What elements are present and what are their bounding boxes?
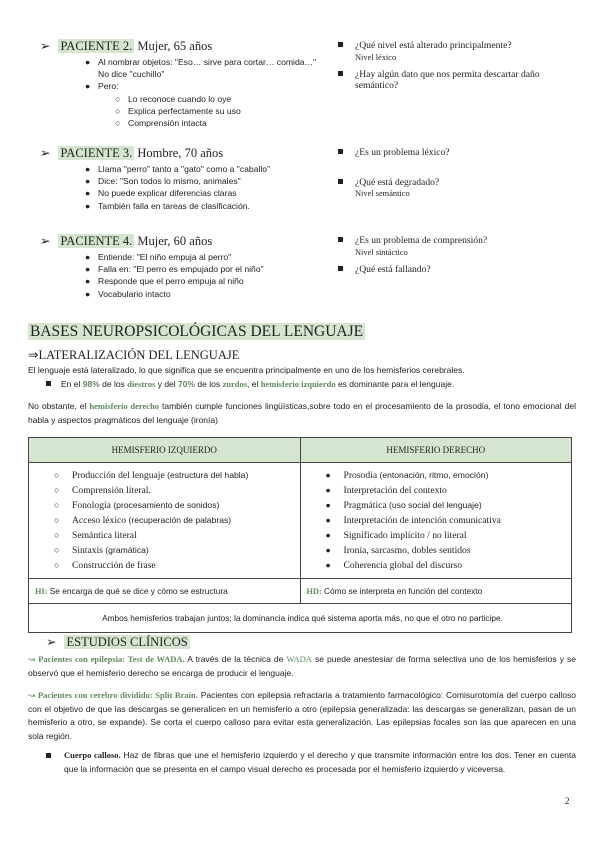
question-item: ¿Qué nivel está alterado principalmente? Nivel léxico: [355, 40, 580, 63]
bullet-icon: ●: [85, 57, 91, 67]
square-bullet-icon: [46, 753, 51, 758]
patient-label: PACIENTE 2.: [60, 39, 133, 53]
square-bullet-icon: [46, 381, 51, 386]
question-item: ¿Es un problema de comprensión? Nivel sintáctico: [355, 235, 580, 258]
lateralization-bullet: En el 98% de los diestros y del 70% de los zurdos, el hemisferio izquierdo es dominante para el lenguaje.: [46, 378, 576, 392]
bullet-icon: ●: [325, 560, 331, 570]
table-list-item: ● Significado implícito / no literal: [325, 530, 467, 541]
list-item: ● Dice: "Son todos lo mismo, animales": [85, 176, 241, 187]
circle-bullet-icon: ○: [115, 105, 121, 116]
bullet-icon: ●: [325, 470, 331, 480]
bullet-icon: ●: [325, 545, 331, 555]
square-bullet-icon: [338, 179, 343, 184]
circle-bullet-icon: ○: [54, 560, 60, 570]
list-item: ● Pero: ○ Lo reconoce cuando lo oye ○ Explica perfectamente su uso ○ Comprensión intacta: [98, 80, 318, 129]
table-list-item: ○ Comprensión literal.: [54, 485, 151, 496]
section-title: BASES NEUROPSICOLÓGICAS DEL LENGUAJE: [30, 323, 364, 340]
bullet-icon: ●: [325, 530, 331, 540]
square-bullet-icon: [338, 71, 343, 76]
hemisphere-table: [28, 437, 572, 633]
patient-block: [40, 38, 330, 129]
callosum-paragraph: Cuerpo calloso. Haz de fibras que une el hemisferio izquierdo y el derecho y que transmite información entre los dos. Tener en cuenta que la información que se presenta en el campo visual derecho es procesada por el hemisferio izquierdo y viceversa.: [64, 749, 576, 776]
list-item: ● Al nombrar objetos: "Eso… sirve para cortar… comida…" No dice "cuchillo": [85, 57, 317, 80]
lateralization-intro: El lenguaje está lateralizado, lo que significa que se encuentra principalmente en uno de los hemisferios cerebrales.: [28, 365, 465, 375]
patient-title: [40, 145, 330, 161]
circle-bullet-icon: ○: [115, 93, 121, 104]
question-answer: Nivel sintáctico: [355, 247, 408, 257]
list-item: ● Vocabulario intacto: [85, 288, 171, 299]
table-list-item: ● Interpretación de intención comunicativa: [325, 515, 501, 526]
list-item: ● Responde que el perro empuja al niño: [85, 276, 244, 287]
circle-bullet-icon: ○: [115, 118, 121, 129]
square-bullet-icon: [338, 237, 343, 242]
left-foot-cell: HI: Se encarga de qué se dice y cómo se estructura: [29, 579, 301, 604]
patient-desc: Mujer, 60 años: [134, 234, 213, 248]
table-list-item: ○ Producción del lenguaje (estructura del habla): [54, 470, 249, 481]
question-answer: Nivel semántico: [355, 189, 410, 198]
question-item: ¿Es un problema léxico?: [355, 147, 580, 159]
bullet-icon: ●: [85, 81, 91, 92]
page-number: 2: [565, 796, 570, 806]
bullet-icon: ●: [325, 485, 331, 495]
bullet-icon: ●: [325, 500, 331, 510]
right-foot-cell: HD: Cómo se interpreta en función del contexto: [300, 579, 572, 604]
table-list-item: ● Pragmática (uso social del lenguaje): [325, 500, 482, 511]
circle-bullet-icon: ○: [54, 470, 60, 480]
wave-icon: ↝: [28, 654, 36, 664]
circle-bullet-icon: ○: [54, 545, 60, 555]
studies-title: ➢ ESTUDIOS CLÍNICOS: [46, 635, 188, 649]
sub-list-item: ○ Comprensión intacta: [115, 118, 207, 129]
sub-list-item: ○ Lo reconoce cuando lo oye: [115, 93, 232, 104]
left-hemisphere-header: HEMISFERIO IZQUIERDO: [29, 438, 301, 463]
bullet-icon: ●: [85, 264, 91, 275]
lateralization-title: ⇒LATERALIZACIÓN DEL LENGUAJE: [28, 348, 240, 362]
question-item: ¿Qué está degradado? Nivel semántico: [355, 177, 580, 200]
table-list-item: ● Prosodia (entonación, ritmo, emoción): [325, 470, 489, 481]
table-list-item: ● Interpretación del contexto: [325, 485, 447, 496]
arrow-icon: ➢: [40, 146, 51, 160]
patient-block: [40, 233, 330, 300]
square-bullet-icon: [338, 149, 343, 154]
square-bullet-icon: [338, 42, 343, 47]
circle-bullet-icon: ○: [54, 500, 60, 510]
right-hemisphere-header: HEMISFERIO DERECHO: [300, 438, 572, 463]
table-bottom-note: Ambos hemisferios trabajan juntos; la dominancia indica qué sistema aporta más, no que el otro no participe.: [29, 604, 572, 633]
patient-label: PACIENTE 3.: [60, 146, 133, 160]
table-list-item: ○ Sintaxis (gramática): [54, 545, 149, 556]
table-list-item: ○ Construcción de frase: [54, 560, 156, 571]
left-hemisphere-cell: [29, 463, 301, 579]
list-item: ● Llama "perro" tanto a "gato" como a "caballo": [85, 164, 271, 174]
arrow-icon: ➢: [40, 234, 51, 248]
patient-desc: Hombre, 70 años: [134, 146, 224, 160]
bullet-icon: ●: [85, 176, 91, 187]
circle-bullet-icon: ○: [54, 515, 60, 525]
arrow-icon: ➢: [46, 635, 57, 649]
table-list-item: ● Ironía, sarcasmo, dobles sentidos: [325, 545, 471, 556]
patient-title: [40, 233, 330, 249]
patient-desc: Mujer, 65 años: [134, 39, 213, 53]
right-hemisphere-cell: [300, 463, 572, 579]
list-item: ● Falla en: "El perro es empujado por el niño": [85, 264, 264, 275]
table-list-item: ○ Acceso léxico (recuperación de palabras): [54, 515, 232, 526]
bullet-icon: ●: [85, 288, 91, 299]
question-block: [355, 147, 580, 205]
bullet-icon: ●: [85, 188, 91, 199]
list-item: ● También falla en tareas de clasificación.: [85, 200, 250, 211]
bullet-icon: ●: [85, 252, 91, 262]
question-item: ¿Hay algún dato que nos permita descartar daño semántico?: [355, 69, 580, 92]
question-block: [355, 235, 580, 293]
patient-title: [40, 38, 330, 54]
wave-icon: ↝: [28, 690, 36, 700]
list-item: ● Entiende: "El niño empuja al perro": [85, 252, 232, 262]
question-item: ¿Qué está fallando?: [355, 264, 580, 276]
table-list-item: ● Coherencia global del discurso: [325, 560, 463, 571]
square-bullet-icon: [338, 266, 343, 271]
list-item: ● No puede explicar diferencias claras: [85, 188, 237, 199]
nonetheless-paragraph: No obstante, el hemisferio derecho también cumple funciones lingüísticas,sobre todo en el procesamiento de la prosodia, el tono emocional del habla y aspectos pragmáticos del lenguaje (ironía): [28, 401, 576, 425]
patient-label: PACIENTE 4.: [60, 234, 133, 248]
bullet-icon: ●: [325, 515, 331, 525]
patient-block: [40, 145, 330, 212]
bullet-icon: ●: [85, 276, 91, 287]
sub-list-item: ○ Explica perfectamente su uso: [115, 105, 241, 116]
circle-bullet-icon: ○: [54, 485, 60, 495]
arrow-icon: ➢: [40, 39, 51, 53]
table-list-item: ○ Semántica literal: [54, 530, 137, 541]
table-list-item: ○ Fonología (procesamiento de sonidos): [54, 500, 220, 511]
wada-paragraph: ↝ Pacientes con epilepsia: Test de WADA. A través de la técnica de WADA se puede anestesiar de forma selectiva uno de los hemisferios y se observó que el hemisferio derecho se encarga de producir el lenguaje.: [28, 654, 576, 678]
question-answer: Nivel léxico: [355, 52, 397, 62]
bullet-icon: ●: [85, 200, 91, 211]
question-block: [355, 40, 580, 110]
bullet-icon: ●: [85, 164, 91, 174]
circle-bullet-icon: ○: [54, 530, 60, 540]
split-brain-paragraph: ↝ Pacientes con cerebro dividido: Split Brain. Pacientes con epilepsia refractaria a tratamiento farmacológico: Comisurotomía del cuerpo calloso con el objetivo de que las descargas se generalicen en un hemisferio a otro (epilepsia generalizada: las descargas se generalizan, pasan de un hemisferio a otro, se expande). Se corta el cuerpo calloso para evitar esta generalización. Las epilepsias focales son las que aparecen en una sola región.: [28, 690, 576, 741]
